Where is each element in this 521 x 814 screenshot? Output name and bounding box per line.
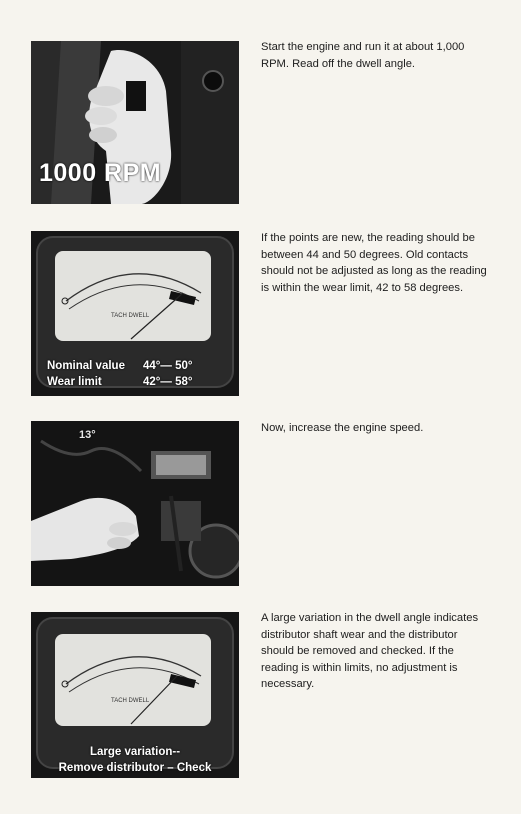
timing-mark-text: 13° bbox=[79, 429, 96, 441]
caption-step-3: Now, increase the engine speed. bbox=[261, 422, 424, 434]
caption-step-1: Start the engine and run it at about 1,000 RPM. Read off the dwell angle. bbox=[261, 41, 465, 70]
photo-dwell-variation bbox=[31, 612, 239, 778]
variation-line-2: Remove distributor – Check bbox=[58, 762, 212, 774]
nominal-value-range: 44°— 50° bbox=[143, 360, 193, 372]
meter-label: TACH DWELL bbox=[111, 698, 150, 704]
caption-step-4: A large variation in the dwell angle indicates distributor shaft wear and the distributor should be removed and checked. If the reading is within limits, no adjustment is necessary. bbox=[261, 612, 479, 691]
photo-dwell-meter bbox=[31, 231, 239, 396]
nominal-value-row bbox=[47, 360, 217, 372]
engine-bay-illustration bbox=[31, 421, 239, 586]
nominal-value-label: Nominal value bbox=[47, 360, 125, 372]
wear-limit-row bbox=[47, 376, 217, 388]
meter-label: TACH DWELL bbox=[111, 313, 150, 319]
wear-limit-label: Wear limit bbox=[47, 376, 102, 388]
variation-line-1: Large variation-- bbox=[89, 746, 181, 758]
rpm-overlay-text: 1000 RPM bbox=[39, 159, 162, 187]
wear-limit-range: 42°— 58° bbox=[143, 376, 193, 388]
caption-step-2: If the points are new, the reading should be between 44 and 50 degrees. Old contacts should not be adjusted as long as the reading is within the wear limit, 42 to 58 degrees. bbox=[261, 232, 487, 294]
photo-engine-speed bbox=[31, 421, 239, 586]
photo-rpm bbox=[31, 41, 239, 204]
